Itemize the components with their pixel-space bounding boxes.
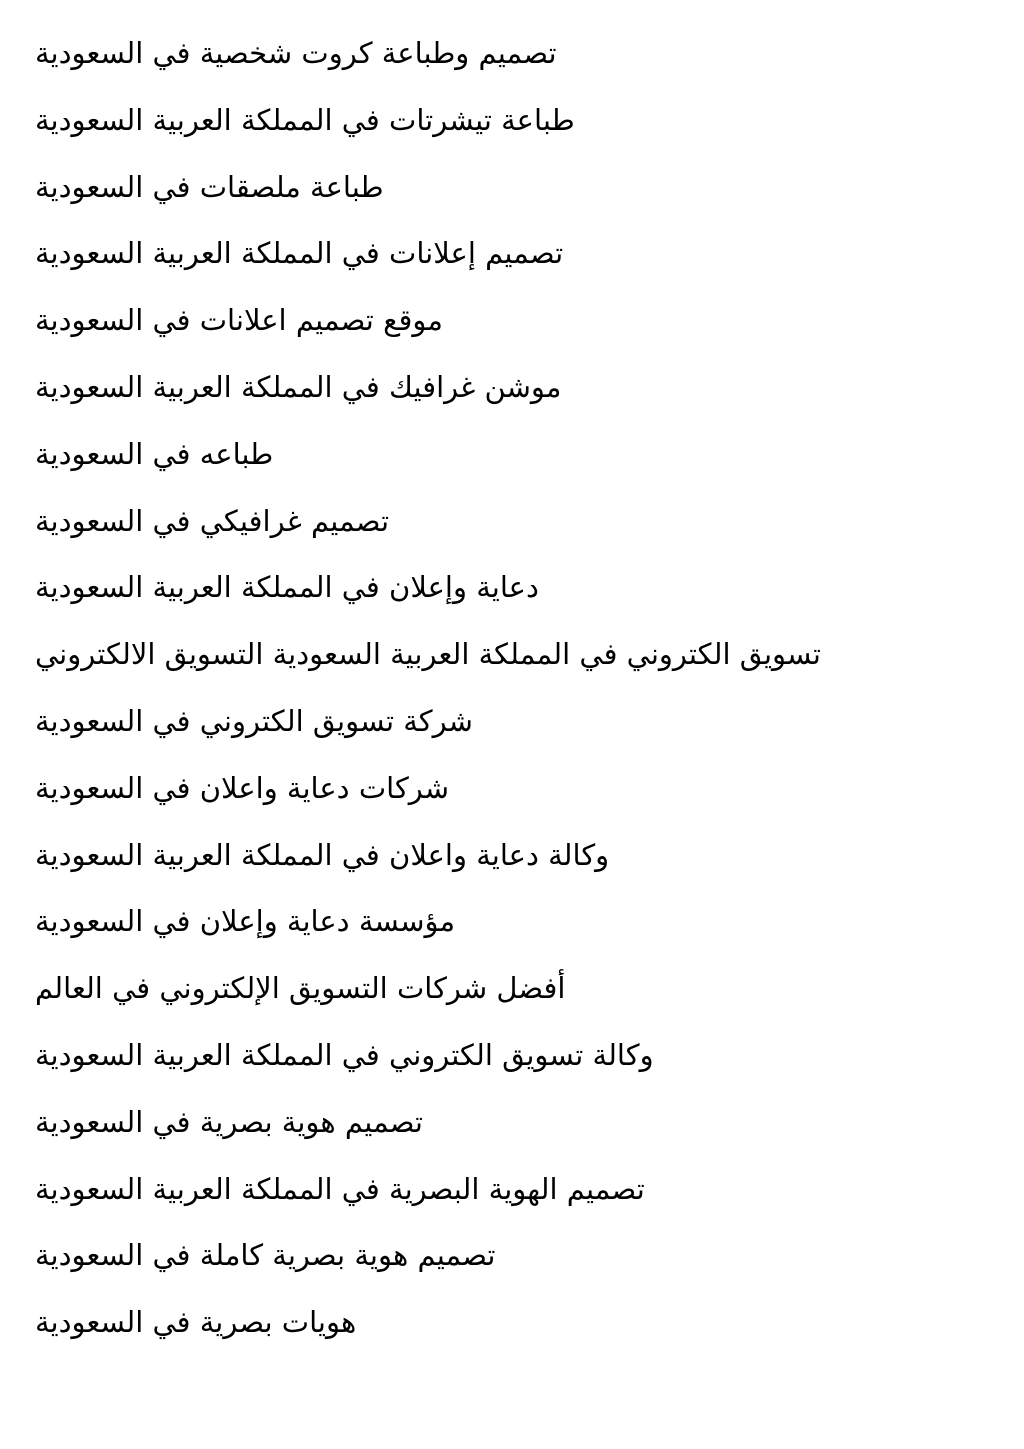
keyword-line: تصميم وطباعة كروت شخصية في السعودية (35, 36, 557, 70)
keyword-line: طباعة تيشرتات في المملكة العربية السعودية (35, 102, 575, 137)
keyword-line: تصميم هوية بصرية في السعودية (35, 1104, 423, 1139)
keyword-line: تسويق الكتروني في المملكة العربية السعودية التسويق الالكتروني (35, 637, 821, 672)
keyword-list (35, 34, 964, 1341)
keyword-line: أفضل شركات التسويق الإلكتروني في العالم (35, 971, 566, 1006)
keyword-line: طباعه في السعودية (35, 436, 274, 471)
keyword-line: مؤسسة دعاية وإعلان في السعودية (35, 904, 456, 939)
keyword-line: هويات بصرية في السعودية (35, 1305, 357, 1340)
keyword-line: تصميم هوية بصرية كاملة في السعودية (35, 1238, 496, 1273)
keyword-line: تصميم الهوية البصرية في المملكة العربية السعودية (35, 1171, 645, 1206)
keyword-line: موقع تصميم اعلانات في السعودية (35, 303, 443, 338)
keyword-line: تصميم غرافيكي في السعودية (35, 503, 390, 538)
keyword-line: موشن غرافيك في المملكة العربية السعودية (35, 369, 562, 404)
keyword-line: شركة تسويق الكتروني في السعودية (35, 703, 473, 738)
keyword-line: طباعة ملصقات في السعودية (35, 169, 384, 204)
keyword-line: تصميم إعلانات في المملكة العربية السعودية (35, 236, 564, 271)
keyword-line: شركات دعاية واعلان في السعودية (35, 770, 450, 805)
keyword-line: وكالة دعاية واعلان في المملكة العربية السعودية (35, 837, 610, 872)
keyword-line: وكالة تسويق الكتروني في المملكة العربية السعودية (35, 1037, 654, 1072)
keyword-line: دعاية وإعلان في المملكة العربية السعودية (35, 570, 539, 605)
